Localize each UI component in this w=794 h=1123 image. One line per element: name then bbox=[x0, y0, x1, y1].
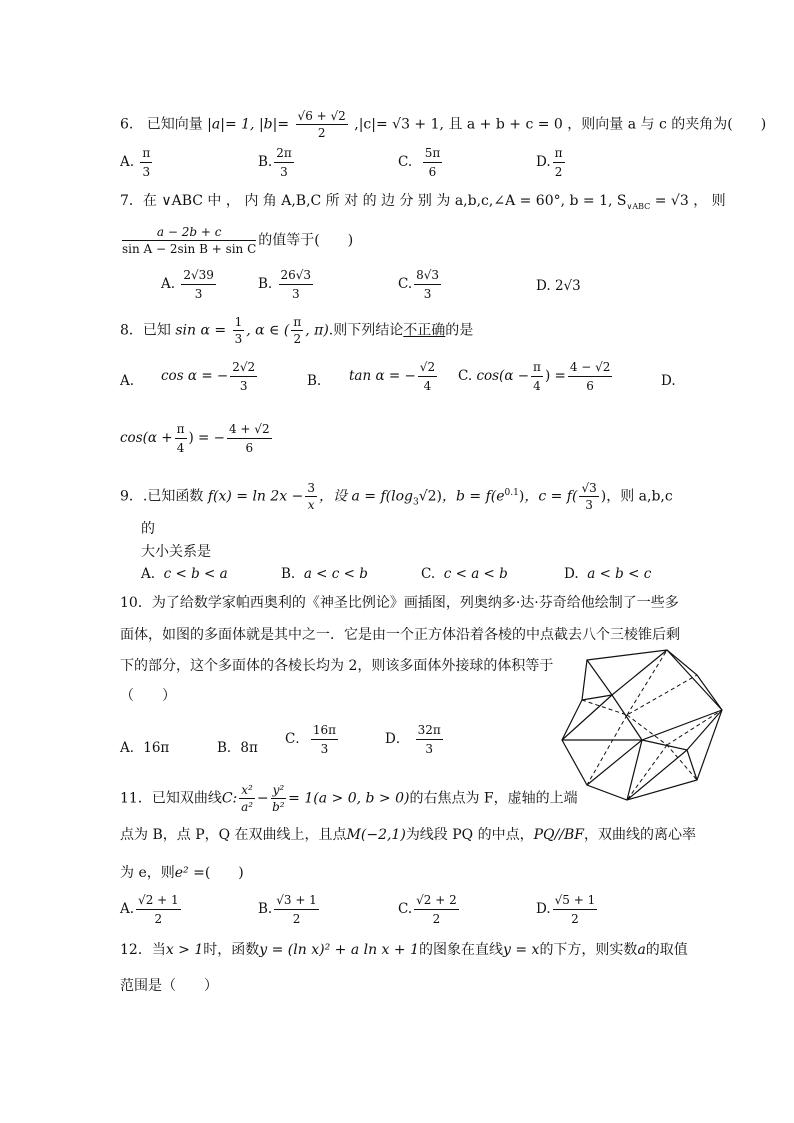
q11-option-c: C. $\frac{√2 + 2}{2}$ bbox=[398, 893, 457, 926]
q8-option-b: tan α = − $\frac{√2}{4}$ bbox=[349, 360, 436, 393]
q7-tail: = √3 ， 则 bbox=[654, 193, 726, 209]
q11-option-a: A. $\frac{√2 + 1}{2}$ bbox=[120, 893, 179, 926]
q10-line2: 面体，如图的多面体就是其中之一．它是由一个正方体沿着各棱的中点截去八个三棱锥后剩 bbox=[120, 627, 680, 643]
q9-option-b: B. a < c < b bbox=[281, 566, 368, 582]
q10-option-a: A．16π bbox=[120, 740, 170, 756]
q10-line3: 下的部分，这个多面体的各棱长均为 2，则该多面体外接球的体积等于 bbox=[120, 658, 554, 674]
q7-frac: $\frac{a - 2b + c}{\text{sin A − 2sin B + sin C}}$ bbox=[122, 225, 257, 256]
q10-line1: 10．为了给数学家帕西奥利的《神圣比例论》画插图，列奥纳多·达·芬奇给他绘制了一些多 bbox=[120, 595, 679, 611]
q7-sub: ∨ABC bbox=[626, 201, 651, 211]
q11-line3: 为 e，则e² =( ) bbox=[120, 865, 244, 881]
q12-line1: 12．当x > 1时，函数y = (ln x)² + a ln x + 1的图象在直线y = x的下方，则实数a的取值 bbox=[120, 942, 688, 958]
q10-option-c: C． $\frac{16\pi}{3}$ bbox=[285, 723, 336, 756]
q9-option-d: D. a < b < c bbox=[564, 566, 652, 582]
q6-option-b: B. $\frac{2\pi}{3}$ bbox=[258, 146, 292, 179]
q10-option-b: B．8π bbox=[217, 740, 258, 756]
q7-expression bbox=[120, 226, 353, 255]
q9-line3: 大小关系是 bbox=[141, 544, 211, 560]
q7-stem bbox=[120, 194, 726, 211]
q6-option-d: D. $\frac{\pi}{2}$ bbox=[536, 146, 563, 179]
q8-option-d: cos(α + $\frac{\pi}{4}$ ) = − $\frac{4 + √2}{6}$ bbox=[120, 422, 270, 455]
q6-number: 6. bbox=[120, 116, 134, 133]
q9-option-a: A. c < b < a bbox=[141, 566, 228, 582]
q6-stem bbox=[120, 110, 766, 139]
q6-text-b: ，则向量 a 与 c 的夹角为( ) bbox=[567, 116, 767, 133]
q12-line2: 范围是（ ） bbox=[120, 978, 218, 994]
q11-option-d: D. $\frac{√5 + 1}{2}$ bbox=[536, 893, 596, 926]
q8-option-b-label: B. bbox=[307, 373, 322, 389]
q7-option-b: B. $\frac{26√3}{3}$ bbox=[258, 268, 312, 301]
q8-option-a: cos α = − $\frac{2√2}{3}$ bbox=[161, 360, 256, 393]
q11-line2: 点为 B，点 P，Q 在双曲线上，且点M(−2,1)为线段 PQ 的中点，PQ//BF，双曲线的离心率 bbox=[120, 827, 696, 843]
q11-option-b: B. $\frac{√3 + 1}{2}$ bbox=[258, 893, 317, 926]
q6-option-a: A. $\frac{\pi}{3}$ bbox=[120, 146, 151, 179]
q6-text-a: 已知向量 bbox=[146, 116, 203, 133]
q8-option-d-label: D. bbox=[661, 373, 676, 389]
q7-after: 的值等于( ) bbox=[258, 232, 354, 249]
q6-abs-b: |b|= bbox=[258, 116, 290, 133]
q8-underlined: 不正确 bbox=[403, 322, 446, 339]
q9-stem: 9．.已知函数 f(x) = ln 2x − $\frac{3}{x}$ ，设 $a = f(\log_3√2)$，$b = f(e^{0.1})$，c = f( $\frac{√3}{3}$ )，则 a,b,c bbox=[120, 481, 673, 512]
q8-option-a-label: A. bbox=[120, 373, 135, 389]
q6-abs-a: |a|= 1, bbox=[207, 116, 255, 133]
q6-abs-c: ,|c|= √3 + 1, 且 a + b + c = 0 bbox=[354, 116, 563, 133]
q7-option-d: D. 2√3 bbox=[536, 278, 581, 294]
q6-option-c: C. $\frac{5\pi}{6}$ bbox=[398, 146, 441, 179]
q8-option-c: C. cos(α − $\frac{\pi}{4}$ ) = $\frac{4 - √2}{6}$ bbox=[458, 360, 611, 393]
q7-option-c: C. $\frac{8√3}{3}$ bbox=[398, 268, 440, 301]
q7-text: 7．在 ∨ABC 中 ， 内 角 A,B,C 所 对 的 边 分 别 为 a,b,c,∠A = 60°, b = 1, S bbox=[120, 193, 627, 209]
cuboctahedron-figure bbox=[557, 645, 725, 805]
q10-option-d: D． $\frac{32\pi}{3}$ bbox=[385, 723, 441, 756]
q9-line2: 的 bbox=[141, 521, 155, 537]
q9-option-c: C. c < a < b bbox=[421, 566, 508, 582]
q8-stem: 8．已知 sin α = $\frac{1}{3}$ , α ∈ ( $\frac{\pi}{2}$ , π).则下列结论不正确的是 bbox=[120, 315, 474, 346]
q11-stem: 11．已知双曲线C: $\frac{\text{x²}}{\text{a²}}$ − $\frac{\text{y²}}{\text{b²}}$ = 1(a > 0, b > 0)的右焦点为 F，虚轴的上端 bbox=[120, 783, 578, 814]
q7-option-a: A. $\frac{2√39}{3}$ bbox=[161, 268, 214, 301]
q6-frac-b: $\frac{√6 + √2}{2}$ bbox=[297, 109, 346, 140]
q10-line4: （ ） bbox=[120, 688, 176, 704]
